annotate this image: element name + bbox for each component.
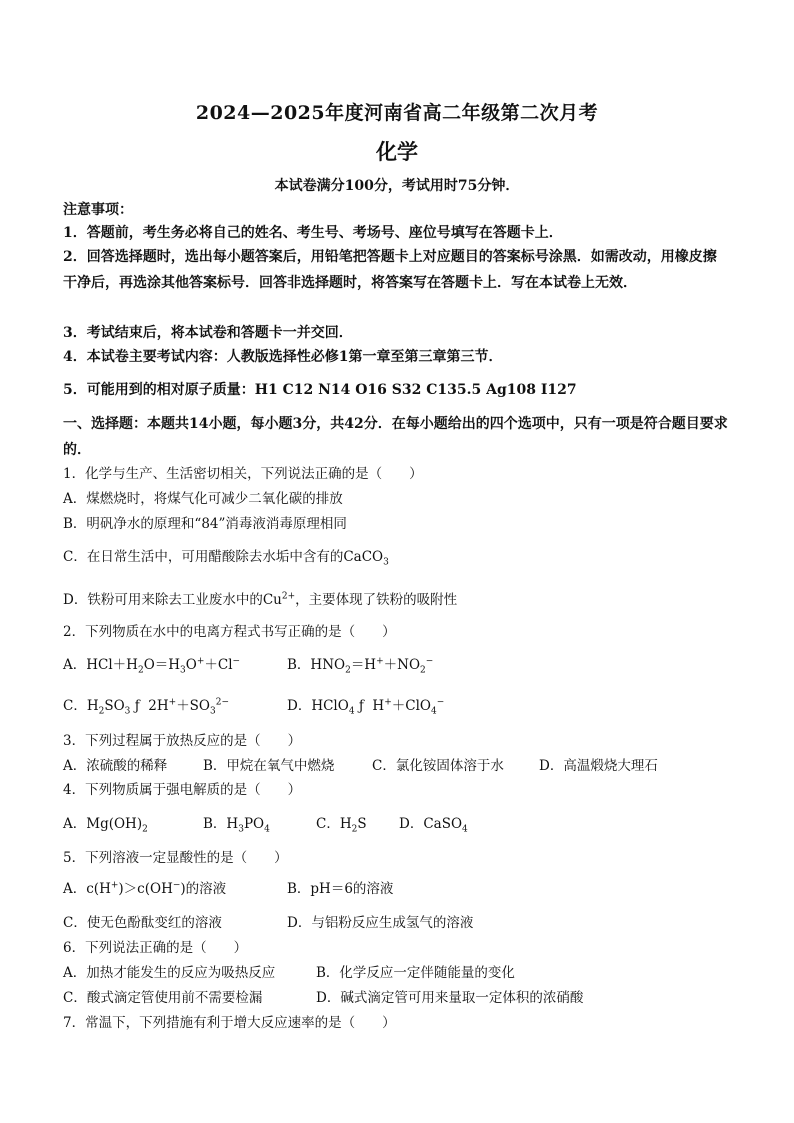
q4-option-c: C．$H_2S$ [316, 816, 367, 835]
note-3: 3．考试结束后，将本试卷和答题卡一并交回． [63, 325, 353, 341]
q3-option-a: A．浓硫酸的稀释 [63, 758, 168, 774]
q4-option-a: A．$Mg(OH)_2$ [63, 816, 148, 835]
q1-option-d-post: ，主要体现了铁粉的吸附性 [295, 592, 458, 608]
q1-option-d [63, 590, 457, 610]
q6-option-c: C．酸式滴定管使用前不需要检漏 [63, 990, 263, 1006]
q4-stem: 4．下列物质属于强电解质的是（ ） [63, 782, 302, 798]
q1-option-a: A．煤燃烧时，将煤气化可减少二氧化碳的排放 [63, 491, 343, 507]
q2-option-b: B．$HNO_2=H^++NO_2^-$ [287, 656, 434, 676]
q2-option-a: A．$HCl+H_2O=H_3O^++Cl^-$ [63, 656, 241, 676]
q5-option-b: B．pH＝6的溶液 [287, 881, 394, 897]
q6-option-a: A．加热才能发生的反应为吸热反应 [63, 965, 276, 981]
exam-title: 2024—2025年度河南省高二年级第二次月考 [195, 102, 599, 124]
score-note: 本试卷满分100分，考试用时75分钟． [274, 178, 520, 194]
q2-option-c: C．$H_2SO_3$ ƒ $2H^++SO_3^{2-}$ [63, 697, 230, 717]
q6-option-d: D．碱式滴定管可用来量取一定体积的浓硝酸 [316, 990, 584, 1006]
q3-stem: 3．下列过程属于放热反应的是（ ） [63, 733, 302, 749]
q2-option-d: D．HClO$_4$ ƒ H+＋ClO$_4$− [287, 697, 445, 717]
q1-option-b: B．明矾净水的原理和“84”消毒液消毒原理相同 [63, 516, 347, 532]
q6-stem: 6．下列说法正确的是（ ） [63, 940, 248, 956]
note-4: 4．本试卷主要考试内容：人教版选择性必修1第一章至第三章第三节． [63, 349, 503, 365]
notes-heading: 注意事项： [63, 202, 133, 218]
q1-option-d-sup: 2+ [281, 591, 296, 602]
subject-title: 化学 [376, 139, 418, 164]
q5-option-c: C．使无色酚酞变红的溶液 [63, 915, 222, 931]
q6-option-b: B．化学反应一定伴随能量的变化 [316, 965, 515, 981]
q3-option-c: C．氯化铵固体溶于水 [372, 758, 504, 774]
q2-stem: 2．下列物质在水中的电离方程式书写正确的是（ ） [63, 624, 396, 640]
q7-stem: 7．常温下，下列措施有利于增大反应速率的是（ ） [63, 1015, 396, 1031]
note-1: 1．答题前，考生务必将自己的姓名、考生号、考场号、座位号填写在答题卡上． [63, 225, 563, 241]
q1-stem: 1．化学与生产、生活密切相关，下列说法正确的是（ ） [63, 466, 423, 482]
q5-stem: 5．下列溶液一定显酸性的是（ ） [63, 850, 288, 866]
q1-option-d-text: D．铁粉可用来除去工业废水中的Cu [63, 592, 282, 608]
q5-option-a-text: 的溶液 [185, 881, 227, 897]
q1-option-c [63, 547, 389, 567]
note-2: 2．回答选择题时，选出每小题答案后，用铅笔把答题卡上对应题目的答案标号涂黑．如需改动，用橡皮擦干净后，再选涂其他答案标号．回答非选择题时，将答案写在答题卡上．写在本试卷上无效． [63, 249, 717, 291]
q4-option-d: D．CaSO$_4$ [399, 816, 468, 835]
section-heading: 一、选择题：本题共14小题，每小题3分，共42分．在每小题给出的四个选项中，只有一项是符合题目要求的． [63, 416, 728, 458]
q3-option-d: D．高温煅烧大理石 [539, 758, 658, 774]
note-5: 5．可能用到的相对原子质量：H1 C12 N14 O16 S32 C135.5 Ag108 I127 [63, 382, 577, 398]
q4-option-b: B．$H_3PO_4$ [203, 816, 270, 835]
q1-option-c-text: C．在日常生活中，可用醋酸除去水垢中含有的CaCO [63, 549, 384, 565]
q5-option-a: A．c(H+)＞c(OH−)的溶液 [63, 880, 227, 897]
q3-option-b: B．甲烷在氧气中燃烧 [203, 758, 335, 774]
q1-option-c-sub: 3 [383, 557, 389, 568]
q5-option-d: D．与铝粉反应生成氢气的溶液 [287, 915, 474, 931]
